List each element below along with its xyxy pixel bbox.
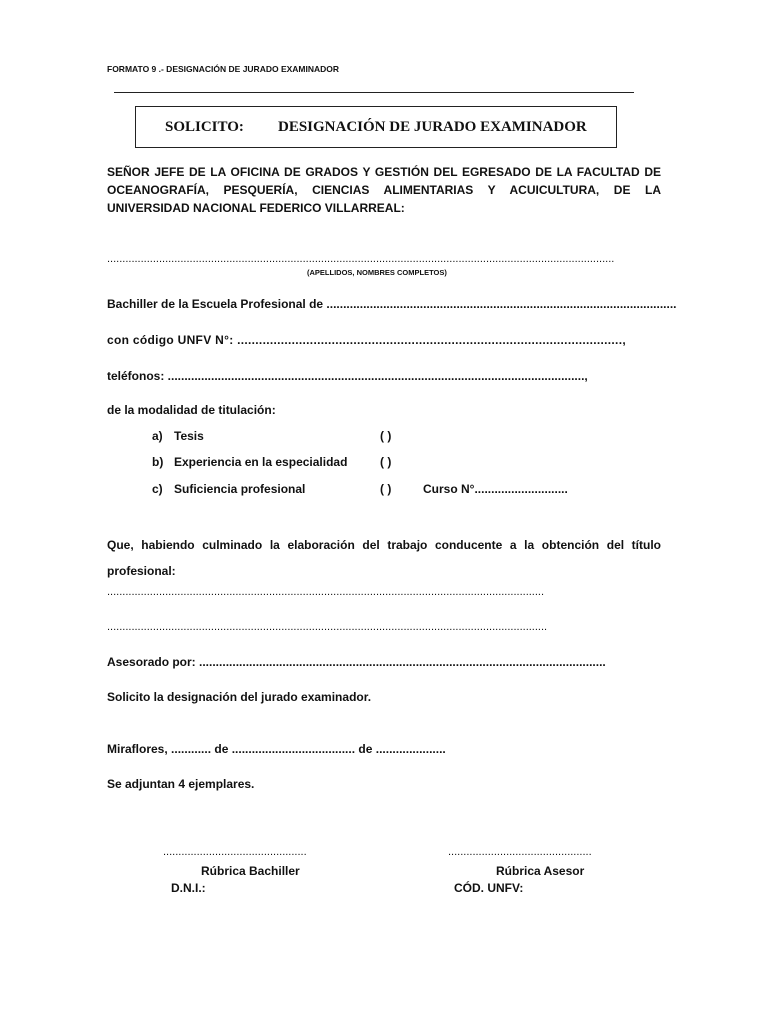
signature-title-bachiller: Rúbrica Bachiller: [201, 864, 300, 878]
signature-title-asesor: Rúbrica Asesor: [496, 864, 585, 878]
curso-field[interactable]: Curso N°............................: [423, 482, 568, 496]
option-letter-b: b): [152, 455, 164, 469]
request-sentence: Solicito la designación del jurado examinador.: [107, 690, 372, 704]
request-label: SOLICITO:: [165, 119, 244, 135]
modality-label: de la modalidad de titulación:: [107, 403, 276, 417]
school-field[interactable]: Bachiller de la Escuela Profesional de .........................................................................................................: [107, 297, 677, 311]
advisor-field[interactable]: Asesorado por: ..........................................................................................................................: [107, 655, 606, 669]
work-title-line-2[interactable]: ................................................................................................................................................: [107, 621, 548, 633]
option-letter-c: c): [152, 482, 163, 496]
phones-field[interactable]: teléfonos: .............................................................................................................................,: [107, 369, 588, 383]
date-line[interactable]: Miraflores, ............ de ..................................... de .....................: [107, 742, 446, 756]
cod-unfv-label: CÓD. UNFV:: [454, 881, 524, 895]
signature-line-asesor[interactable]: ...............................................: [448, 846, 592, 858]
header-divider: [114, 92, 634, 93]
name-fill-line[interactable]: ......................................................................................................................................................................: [107, 253, 615, 265]
dni-label: D.N.I.:: [171, 881, 206, 895]
option-tesis: Tesis: [174, 429, 204, 443]
work-statement: Que, habiendo culminado la elaboración del trabajo conducente a la obtención del título profesional:: [107, 538, 661, 578]
signature-line-bachiller[interactable]: ...............................................: [163, 846, 307, 858]
work-title-line-1[interactable]: ...............................................................................................................................................: [107, 586, 545, 598]
code-field[interactable]: con código UNFV N°: ..........................................................................................................,: [107, 333, 626, 347]
option-suficiencia: Suficiencia profesional: [174, 482, 306, 496]
option-suficiencia-checkbox[interactable]: ( ): [380, 482, 392, 496]
request-subject: DESIGNACIÓN DE JURADO EXAMINADOR: [278, 119, 587, 135]
option-experiencia: Experiencia en la especialidad: [174, 455, 348, 469]
option-letter-a: a): [152, 429, 163, 443]
option-tesis-checkbox[interactable]: ( ): [380, 429, 392, 443]
addressee-paragraph: SEÑOR JEFE DE LA OFICINA DE GRADOS Y GESTIÓN DEL EGRESADO DE LA FACULTAD DE OCEANOGRAFÍA, PESQUERÍA, CIENCIAS ALIMENTARIAS Y ACUICULTURA, DE LA UNIVERSIDAD NACIONAL FEDERICO VILLARREAL:: [107, 165, 661, 215]
name-caption: (APELLIDOS, NOMBRES COMPLETOS): [307, 268, 447, 277]
format-header: FORMATO 9 .- DESIGNACIÓN DE JURADO EXAMINADOR: [107, 64, 340, 74]
attachments-note: Se adjuntan 4 ejemplares.: [107, 777, 255, 791]
option-experiencia-checkbox[interactable]: ( ): [380, 455, 392, 469]
